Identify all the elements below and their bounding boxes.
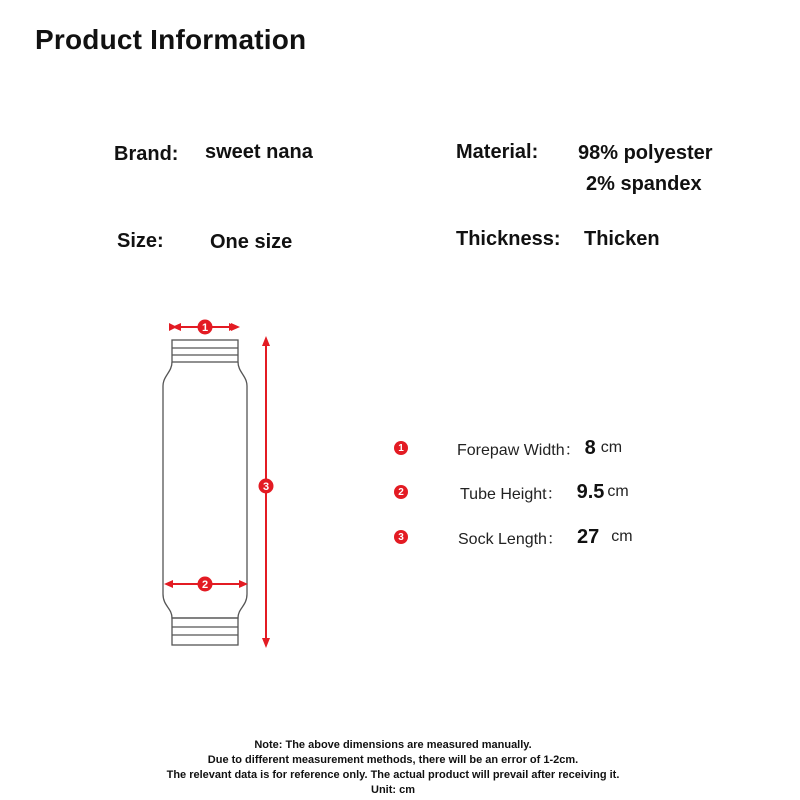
note-line: Due to different measurement methods, there will be an error of 1-2cm.: [207, 754, 579, 766]
page-title: Product Information: [35, 24, 307, 55]
measurement-unit: cm: [611, 528, 633, 545]
marker-3-icon: [259, 479, 274, 494]
measurement-badge-1: 1: [394, 441, 408, 455]
measurement-badge-3: 3: [394, 530, 408, 544]
note-line: Note: The above dimensions are measured manually.: [254, 739, 532, 751]
measurement-label: Tube Height：: [460, 485, 563, 503]
note-line: Unit: cm: [371, 784, 415, 796]
sock-bottom-cuff: [172, 618, 238, 645]
size-label: Size:: [117, 230, 164, 252]
measurement-row-tube-height: [390, 478, 629, 506]
measurement-value: 9.5: [576, 480, 605, 503]
marker-1-icon: [198, 320, 213, 335]
size-value: One size: [210, 231, 293, 253]
svg-text:3: 3: [262, 481, 270, 493]
measurement-value: 27: [576, 525, 600, 548]
measurement-label: Forepaw Width：: [457, 441, 581, 459]
note-line: The relevant data is for reference only. The actual product will prevail after receiving it.: [166, 769, 620, 781]
brand-label: Brand:: [114, 143, 179, 165]
measurement-row-sock-length: [390, 523, 633, 551]
svg-text:1: 1: [201, 322, 209, 334]
material-label: Material:: [456, 141, 539, 163]
svg-text:2: 2: [201, 579, 209, 591]
measurement-value: 8: [584, 436, 596, 459]
marker-2-icon: [198, 577, 213, 592]
material-value-line1: 98% polyester: [578, 142, 713, 164]
measurement-unit: cm: [607, 483, 629, 500]
measurement-unit: cm: [600, 439, 623, 456]
measurement-label: Sock Length：: [458, 530, 563, 548]
measurement-note: [0, 738, 786, 798]
measurement-row-forepaw-width: [390, 434, 622, 462]
sock-top-cuff: [172, 340, 238, 362]
thickness-label: Thickness:: [456, 228, 561, 250]
brand-value: sweet nana: [205, 141, 313, 163]
measurement-badge-2: 2: [394, 485, 408, 499]
material-value-line2: 2% spandex: [586, 173, 702, 195]
thickness-value: Thicken: [584, 228, 660, 250]
